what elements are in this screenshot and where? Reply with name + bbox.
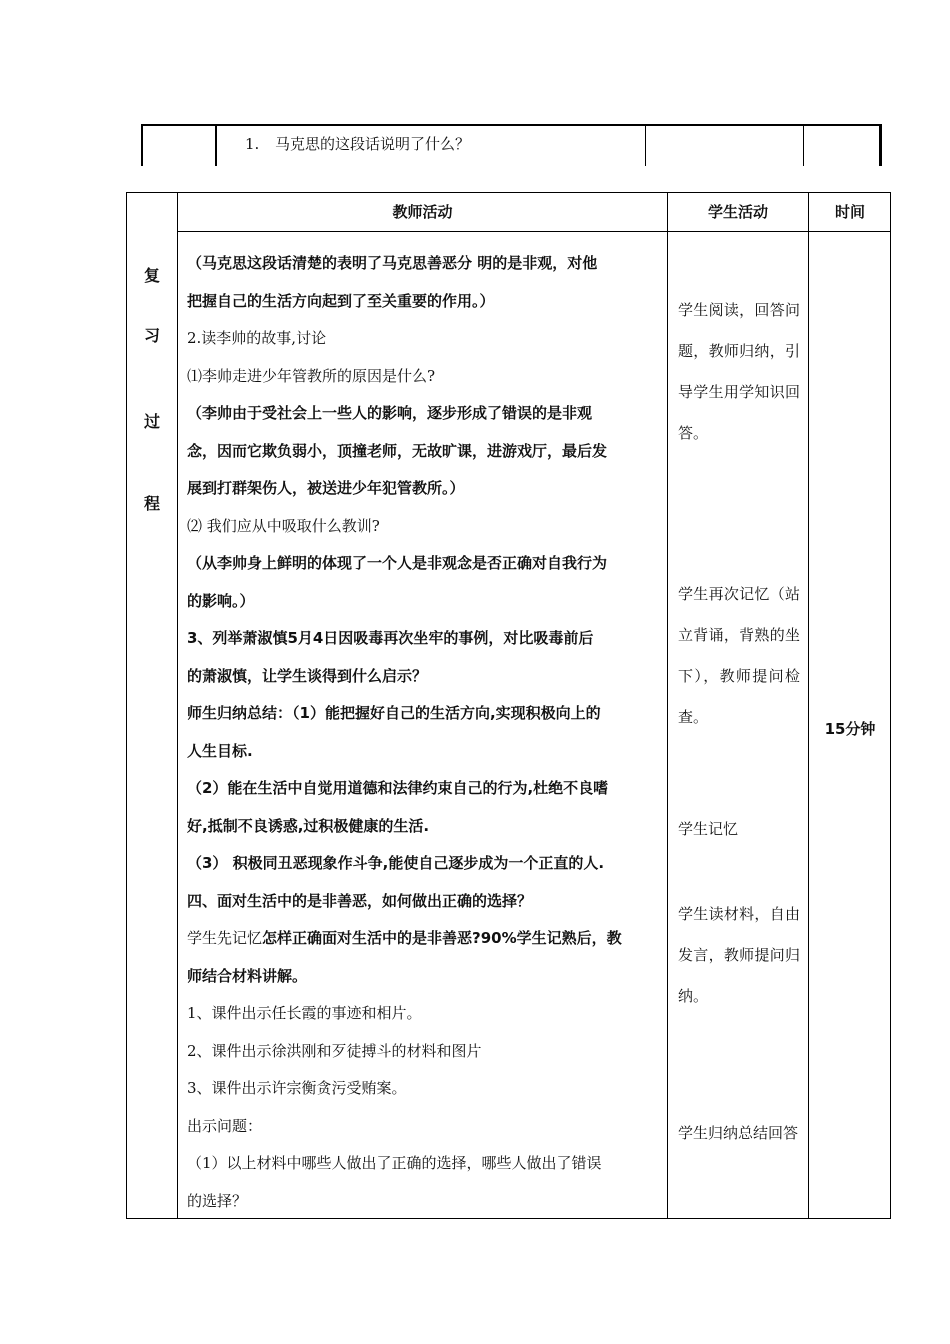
teacher-line: 2、课件出示徐洪刚和歹徒搏斗的材料和图片: [187, 1041, 482, 1060]
teacher-line: （李帅由于受社会上一些人的影响，逐步形成了错误的是非观: [187, 404, 593, 422]
teacher-line: 的影响。）: [187, 591, 255, 610]
teacher-line: 的选择？: [187, 1191, 248, 1210]
table-border: [141, 124, 143, 166]
student-activity-text: 学生归纳总结回答: [678, 1124, 799, 1142]
teacher-line: 3、课件出示许宗衡贪污受贿案。: [187, 1079, 407, 1097]
teacher-line: ⑵ 我们应从中吸取什么教训?: [187, 516, 380, 535]
teacher-line: 师生归纳总结：（1）能把握好自己的生活方向,实现积极向上的: [187, 704, 601, 722]
teacher-line: 四、面对生活中的是非善恶，如何做出正确的选择？: [187, 891, 533, 910]
teacher-line: 展到打群架伤人，被送进少年犯管教所。）: [187, 479, 465, 497]
question-text: 马克思的这段话说明了什么？: [275, 135, 471, 153]
teacher-line: （1）以上材料中哪些人做出了正确的选择，哪些人做出了错误: [187, 1154, 602, 1172]
teacher-line-part: 学生先记忆: [187, 929, 263, 947]
table-border: [803, 124, 804, 166]
item-number: 1.: [245, 135, 260, 153]
header-teacher-activity: 教师活动: [392, 203, 453, 221]
teacher-line: ⑴李帅走进少年管教所的原因是什么?: [187, 366, 436, 385]
teacher-line: （3） 积极同丑恶现象作斗争,能使自己逐步成为一个正直的人.: [187, 854, 605, 872]
column-divider: [808, 193, 809, 1218]
time-value: 15分钟: [824, 720, 876, 738]
teacher-line: （马克思这段话清楚的表明了马克思善恶分 明的是非观，对他: [187, 254, 598, 272]
previous-table-fragment: [141, 124, 882, 166]
student-activity-text: 学生再次记忆（站立背诵，背熟的坐下），教师提问检查。: [678, 585, 800, 726]
teacher-line: 3、列举萧淑慎5月4日因吸毒再次坐牢的事例，对比吸毒前后: [187, 629, 594, 647]
question-item: [245, 133, 470, 154]
teacher-line: 的萧淑慎，让学生谈得到什么启示？: [187, 666, 428, 685]
table-top-border: [141, 124, 882, 126]
teacher-line: 出示问题：: [187, 1116, 263, 1135]
table-border: [879, 124, 882, 166]
table-border: [215, 124, 217, 166]
teacher-line: （2）能在生活中自觉用道德和法律约束自己的行为,杜绝不良嗜: [187, 779, 609, 797]
teacher-line: 师结合材料讲解。: [187, 966, 308, 985]
teacher-line: 把握自己的生活方向起到了至关重要的作用。）: [187, 291, 495, 310]
teacher-line-part: 怎样正确面对生活中的是非善恶?90%学生记熟后，教: [262, 929, 622, 947]
teacher-line: 人生目标.: [187, 741, 253, 760]
header-time: 时间: [834, 203, 865, 221]
student-activity-text: 学生记忆: [678, 820, 739, 838]
header-student-activity: 学生活动: [707, 203, 768, 221]
teacher-line: 念，因而它欺负弱小，顶撞老师，无故旷课，进游戏厅，最后发: [187, 441, 608, 460]
lesson-table: [126, 192, 891, 1219]
table-border: [645, 124, 646, 166]
teacher-line: 2.读李帅的故事,讨论: [187, 329, 327, 347]
teacher-activity-cell: [178, 233, 667, 1220]
header-divider: [177, 231, 890, 232]
side-label-char: 过: [143, 412, 160, 431]
side-label-char: 程: [143, 494, 160, 513]
student-activity-text: 学生读材料，自由发言，教师提问归纳。: [678, 905, 800, 1005]
student-activity-text: 学生阅读，回答问题，教师归纳，引导学生用学知识回答。: [678, 301, 800, 442]
side-label-char: 复: [143, 266, 160, 285]
teacher-line-mixed: [187, 920, 659, 958]
teacher-line: （从李帅身上鲜明的体现了一个人是非观念是否正确对自我行为: [187, 554, 608, 572]
teacher-line: 好,抵制不良诱惑,过积极健康的生活.: [187, 816, 430, 835]
side-label-char: 习: [143, 326, 160, 345]
teacher-line: 1、课件出示任长霞的事迹和相片。: [187, 1004, 422, 1022]
